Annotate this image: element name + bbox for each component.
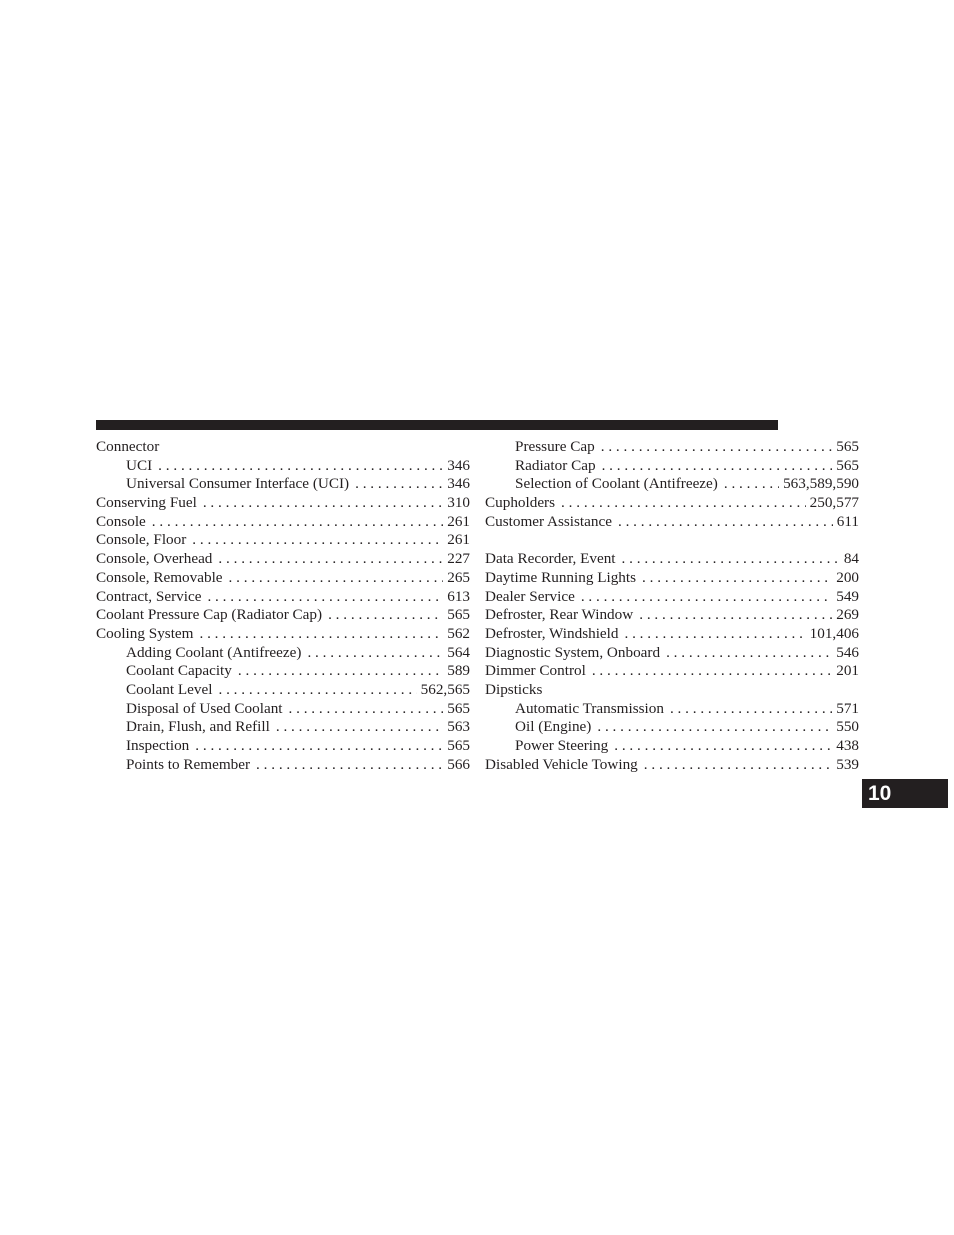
dot-leader bbox=[355, 475, 443, 494]
dot-leader bbox=[618, 513, 833, 532]
index-term: Contract, Service bbox=[96, 587, 202, 605]
dot-leader bbox=[666, 644, 832, 663]
dot-leader bbox=[601, 438, 832, 457]
page-reference[interactable]: 250,577 bbox=[809, 494, 859, 512]
index-entry bbox=[485, 756, 859, 775]
index-subentry bbox=[96, 662, 470, 681]
page-reference[interactable]: 269 bbox=[836, 606, 859, 624]
page-reference[interactable]: 565 bbox=[836, 438, 859, 455]
index-subentry bbox=[96, 475, 470, 494]
index-term: Conserving Fuel bbox=[96, 494, 197, 512]
dot-leader bbox=[624, 625, 805, 644]
index-entry bbox=[485, 644, 859, 663]
dot-leader bbox=[592, 662, 832, 681]
dot-leader bbox=[199, 625, 443, 644]
dot-leader bbox=[152, 513, 443, 532]
index-subentry bbox=[485, 457, 859, 476]
page-reference[interactable]: 589 bbox=[447, 662, 470, 680]
page-reference[interactable]: 346 bbox=[447, 475, 470, 493]
page-reference[interactable]: 562 bbox=[447, 624, 470, 642]
page-reference[interactable]: 265 bbox=[447, 568, 470, 586]
dot-leader bbox=[614, 737, 832, 756]
index-term: Points to Remember bbox=[126, 755, 251, 773]
dot-leader bbox=[276, 718, 443, 737]
page-reference[interactable]: 566 bbox=[447, 755, 470, 773]
dot-leader bbox=[218, 550, 443, 569]
page-reference[interactable]: 549 bbox=[836, 587, 859, 605]
index-term: Defroster, Rear Window bbox=[485, 606, 634, 624]
index-subentry bbox=[96, 644, 470, 663]
index-term: Disposal of Used Coolant bbox=[126, 699, 283, 717]
dot-leader bbox=[642, 569, 832, 588]
index-entry bbox=[96, 513, 470, 532]
dot-leader bbox=[581, 588, 832, 607]
index-subentry bbox=[96, 681, 470, 700]
index-subentry bbox=[96, 756, 470, 775]
page-reference[interactable]: 565 bbox=[447, 699, 470, 717]
page-reference[interactable]: 546 bbox=[836, 643, 859, 661]
index-term: Coolant Pressure Cap (Radiator Cap) bbox=[96, 606, 323, 624]
index-entry bbox=[96, 531, 470, 550]
dot-leader bbox=[289, 700, 444, 719]
index-entry bbox=[96, 550, 470, 569]
page-reference[interactable]: 261 bbox=[447, 512, 470, 530]
index-entry bbox=[485, 606, 859, 625]
index-term: UCI bbox=[126, 456, 153, 474]
dot-leader bbox=[307, 644, 443, 663]
index-term: Adding Coolant (Antifreeze) bbox=[126, 643, 302, 661]
dot-leader bbox=[561, 494, 806, 513]
dot-leader bbox=[670, 700, 832, 719]
dot-leader bbox=[218, 681, 416, 700]
index-entry bbox=[485, 569, 859, 588]
page-reference[interactable]: 550 bbox=[836, 718, 859, 736]
index-term: Dimmer Control bbox=[485, 662, 586, 680]
index-term: Connector bbox=[96, 438, 160, 455]
index-subentry bbox=[485, 718, 859, 737]
page-reference[interactable]: 563,589,590 bbox=[783, 475, 859, 493]
index-term: Coolant Level bbox=[126, 680, 213, 698]
index-term: Universal Consumer Interface (UCI) bbox=[126, 475, 350, 493]
dot-leader bbox=[158, 457, 443, 476]
dot-leader bbox=[724, 475, 779, 494]
page-reference[interactable]: 565 bbox=[447, 606, 470, 624]
page-reference[interactable]: 564 bbox=[447, 643, 470, 661]
index-entry bbox=[485, 625, 859, 644]
index-term: Dipsticks bbox=[485, 680, 543, 698]
page-reference[interactable]: 310 bbox=[447, 494, 470, 512]
dot-leader bbox=[639, 606, 832, 625]
index-term: Data Recorder, Event bbox=[485, 550, 616, 568]
index-term: Power Steering bbox=[515, 737, 609, 754]
page-reference[interactable]: 84 bbox=[843, 550, 859, 568]
page-reference[interactable]: 438 bbox=[836, 737, 859, 754]
section-rule bbox=[96, 420, 778, 430]
index-entry bbox=[485, 662, 859, 681]
index-term: Drain, Flush, and Refill bbox=[126, 718, 270, 736]
index-term: Cooling System bbox=[96, 624, 194, 642]
dot-leader bbox=[192, 531, 443, 550]
index-subentry bbox=[485, 700, 859, 719]
index-entry bbox=[96, 438, 470, 457]
index-subentry bbox=[96, 457, 470, 476]
index-entry bbox=[485, 494, 859, 513]
index-term: Coolant Capacity bbox=[126, 662, 232, 680]
dot-leader bbox=[229, 569, 444, 588]
dot-leader bbox=[602, 457, 833, 476]
index-term: Console, Floor bbox=[96, 531, 187, 549]
page-reference[interactable]: 101,406 bbox=[809, 624, 859, 642]
dot-leader bbox=[195, 737, 443, 756]
index-entry bbox=[96, 569, 470, 588]
dot-leader bbox=[644, 756, 832, 775]
page-reference[interactable]: 565 bbox=[836, 456, 859, 474]
page-reference[interactable]: 261 bbox=[447, 531, 470, 549]
index-entry bbox=[485, 513, 859, 532]
index-subentry bbox=[485, 737, 859, 756]
index-term: Cupholders bbox=[485, 494, 556, 512]
index-term: Diagnostic System, Onboard bbox=[485, 643, 661, 661]
index-term: Dealer Service bbox=[485, 587, 575, 605]
index-column-left bbox=[96, 438, 470, 774]
index-subentry bbox=[96, 718, 470, 737]
index-entry bbox=[485, 588, 859, 607]
index-term: Selection of Coolant (Antifreeze) bbox=[515, 475, 718, 493]
index-term: Daytime Running Lights bbox=[485, 568, 637, 586]
dot-leader bbox=[207, 588, 443, 607]
page-reference[interactable]: 563 bbox=[447, 718, 470, 736]
index-subentry bbox=[96, 700, 470, 719]
index-column-right bbox=[485, 438, 859, 774]
page-reference[interactable]: 346 bbox=[447, 456, 470, 474]
page-reference[interactable]: 611 bbox=[836, 512, 859, 530]
index-term: Inspection bbox=[126, 737, 190, 754]
index-term: Customer Assistance bbox=[485, 512, 612, 530]
index-entry bbox=[485, 681, 859, 700]
page-reference[interactable]: 562,565 bbox=[420, 680, 470, 698]
index-spacer bbox=[485, 531, 859, 550]
page-reference[interactable]: 201 bbox=[836, 662, 859, 680]
index-term: Console, Removable bbox=[96, 568, 223, 586]
index-term: Defroster, Windshield bbox=[485, 624, 619, 642]
page-reference[interactable]: 539 bbox=[836, 755, 859, 773]
dot-leader bbox=[597, 718, 832, 737]
index-term: Disabled Vehicle Towing bbox=[485, 755, 638, 773]
index-term: Console, Overhead bbox=[96, 550, 213, 568]
index-entry bbox=[96, 494, 470, 513]
index-entry bbox=[96, 606, 470, 625]
index-term: Pressure Cap bbox=[515, 438, 595, 455]
index-term: Automatic Transmission bbox=[515, 699, 664, 717]
page-reference[interactable]: 227 bbox=[447, 550, 470, 568]
chapter-tab[interactable]: 10 bbox=[862, 779, 948, 808]
index-entry bbox=[485, 550, 859, 569]
dot-leader bbox=[238, 662, 443, 681]
page-reference[interactable]: 565 bbox=[447, 737, 470, 754]
index-term: Console bbox=[96, 512, 146, 530]
index-subentry bbox=[485, 438, 859, 457]
index-subentry bbox=[485, 475, 859, 494]
index-term: Radiator Cap bbox=[515, 456, 596, 474]
dot-leader bbox=[203, 494, 443, 513]
index-entry bbox=[96, 625, 470, 644]
dot-leader bbox=[622, 550, 840, 569]
page-reference[interactable]: 571 bbox=[836, 699, 859, 717]
page-reference[interactable]: 200 bbox=[836, 568, 859, 586]
index-term: Oil (Engine) bbox=[515, 718, 592, 736]
page-reference[interactable]: 613 bbox=[447, 587, 470, 605]
dot-leader bbox=[256, 756, 443, 775]
index-subentry bbox=[96, 737, 470, 756]
dot-leader bbox=[328, 606, 443, 625]
index-entry bbox=[96, 588, 470, 607]
